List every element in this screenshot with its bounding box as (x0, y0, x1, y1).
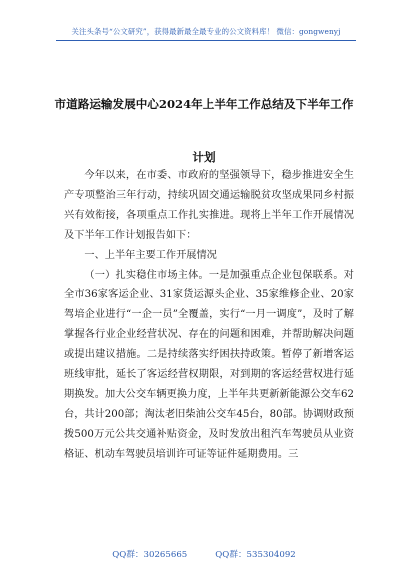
body-paragraph: （一）扎实稳住市场主体。一是加强重点企业包保联系。对全市36家客运企业、31家货运源头企业、35家维修企业、20家驾培企业进行“一企一员”全覆盖，实行“一月一调度”，及时了解掌握各行业企业经营状况、存在的问题和困难，并帮助解决问题或提出建议措施。二是持续落实纾困扶持政策。暂停了新增客运班线审批，延长了客运经营权期限，对到期的客运经营权进行延期换发。加大公交车辆更换力度，上半年共更新新能源公交车62台，共计200部；淘汰老旧柴油公交车45台，80部。协调财政预拨500万元公共交通补贴资金，及时发放出租汽车驾驶员从业资格证、机动车驾驶员培训许可证等证件延期费用。三 (64, 269, 354, 460)
document-body (64, 166, 354, 465)
footer-qq-group-2[interactable]: QQ群：535304092 (215, 550, 296, 560)
footer-qq-group-1[interactable]: QQ群：30265665 (112, 550, 188, 560)
intro-paragraph: 今年以来，在市委、市政府的坚强领导下，稳步推进安全生产专项整治三年行动，持续巩固交通运输脱贫攻坚成果同乡村振兴有效衔接，各项重点工作扎实推进。现将上半年工作开展情况及下半年工作计划报告如下： (64, 170, 354, 241)
document-title: 市道路运输发展中心2024年上半年工作总结及下半年工作 (54, 97, 354, 111)
footer-contact (0, 548, 408, 560)
header-divider (56, 40, 356, 41)
document-title-continuation: 计划 (192, 150, 216, 164)
header-banner[interactable]: 关注头条号“公文研究”，获得最新最全最专业的公文资料库！ 微信：gongwenyj (71, 27, 341, 36)
section-heading: 一、上半年主要工作开展情况 (84, 249, 217, 261)
